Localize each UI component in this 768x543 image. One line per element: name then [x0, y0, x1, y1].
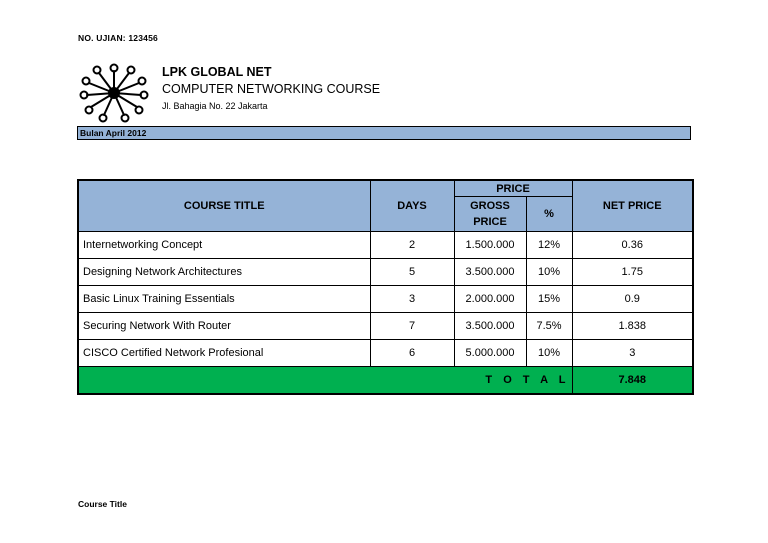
header-days: DAYS [370, 180, 454, 232]
cell-net: 0.9 [572, 286, 693, 313]
table-row [78, 340, 693, 367]
table-row [78, 259, 693, 286]
period-bar: Bulan April 2012 [77, 126, 691, 140]
cell-days: 3 [370, 286, 454, 313]
course-name: COMPUTER NETWORKING COURSE [162, 82, 381, 96]
org-address: Jl. Bahagia No. 22 Jakarta [162, 101, 268, 111]
header-gross-price: GROSS PRICE [454, 197, 526, 232]
header-price: PRICE [454, 180, 572, 197]
footer-course-title-label: Course Title [78, 499, 127, 509]
total-label: T O T A L [78, 367, 572, 395]
cell-days: 5 [370, 259, 454, 286]
total-row [78, 367, 693, 395]
org-name: LPK GLOBAL NET [162, 65, 272, 79]
cell-percent: 15% [526, 286, 572, 313]
cell-title: Designing Network Architectures [78, 259, 370, 286]
cell-net: 3 [572, 340, 693, 367]
cell-gross: 5.000.000 [454, 340, 526, 367]
cell-net: 1.75 [572, 259, 693, 286]
network-logo-icon [79, 63, 149, 123]
cell-days: 6 [370, 340, 454, 367]
cell-title: Securing Network With Router [78, 313, 370, 340]
table-row [78, 232, 693, 259]
table-header-row [78, 180, 693, 197]
cell-gross: 2.000.000 [454, 286, 526, 313]
cell-title: Internetworking Concept [78, 232, 370, 259]
cell-gross: 3.500.000 [454, 313, 526, 340]
cell-days: 7 [370, 313, 454, 340]
cell-title: CISCO Certified Network Profesional [78, 340, 370, 367]
cell-net: 0.36 [572, 232, 693, 259]
cell-percent: 12% [526, 232, 572, 259]
total-value: 7.848 [572, 367, 693, 395]
header-course-title: COURSE TITLE [78, 180, 370, 232]
cell-net: 1.838 [572, 313, 693, 340]
cell-percent: 10% [526, 259, 572, 286]
table-row [78, 286, 693, 313]
header-net-price: NET PRICE [572, 180, 693, 232]
cell-title: Basic Linux Training Essentials [78, 286, 370, 313]
cell-percent: 7.5% [526, 313, 572, 340]
header-percent: % [526, 197, 572, 232]
exam-number: NO. UJIAN: 123456 [78, 33, 158, 43]
cell-gross: 1.500.000 [454, 232, 526, 259]
org-info [162, 64, 380, 113]
course-table [77, 179, 694, 395]
cell-days: 2 [370, 232, 454, 259]
table-row [78, 313, 693, 340]
cell-percent: 10% [526, 340, 572, 367]
cell-gross: 3.500.000 [454, 259, 526, 286]
